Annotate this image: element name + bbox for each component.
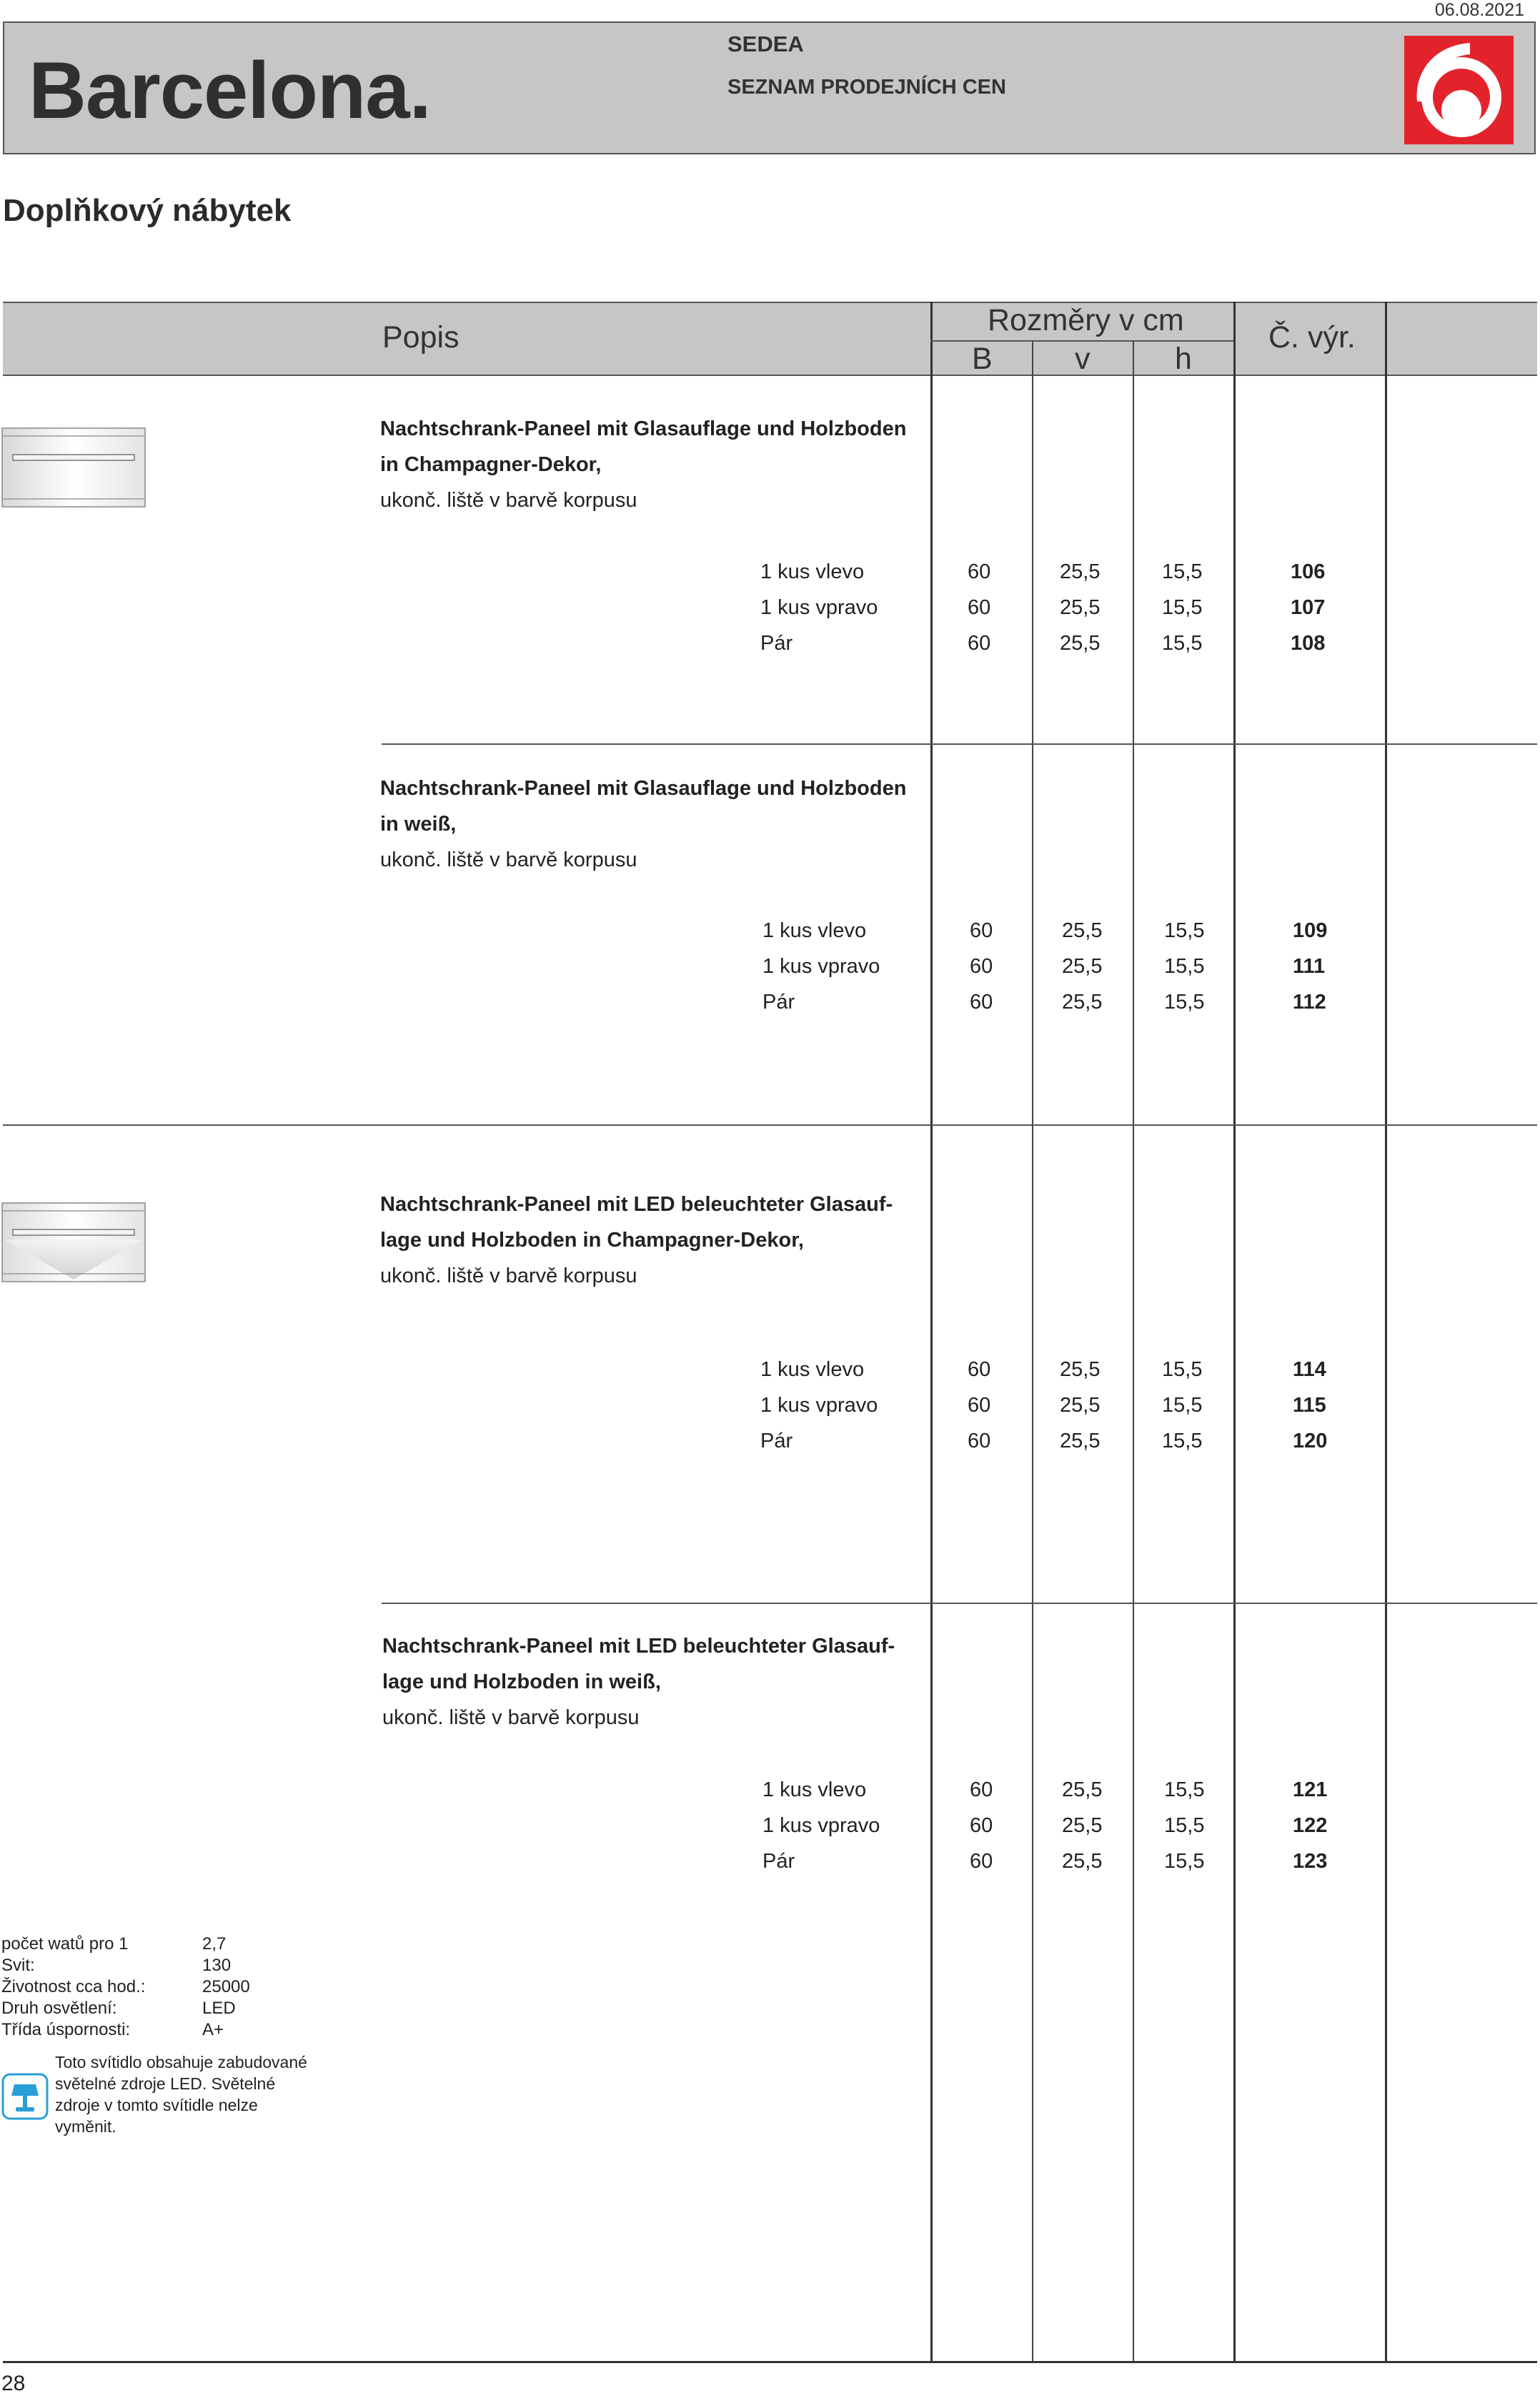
dim-v: 25,5 <box>1060 560 1101 583</box>
led-spec-value: 2,7 <box>202 1934 227 1954</box>
product-title: in Champagner-Dekor, <box>380 453 602 476</box>
lamp-icon <box>1 2073 49 2120</box>
led-spec-label: Životnost cca hod.: <box>1 1977 146 1996</box>
column-divider <box>1133 340 1134 2362</box>
dim-b: 60 <box>968 632 991 655</box>
dim-h: 15,5 <box>1162 1358 1203 1381</box>
product-title: lage und Holzboden in weiß, <box>382 1670 661 1693</box>
led-spec-value: 25000 <box>202 1977 250 1996</box>
product-subtitle: ukonč. liště v barvě korpusu <box>380 848 637 871</box>
variant-label: Pár <box>760 632 793 655</box>
supplier-name: SEDEA <box>727 31 804 56</box>
dim-v: 25,5 <box>1062 991 1103 1014</box>
column-divider <box>930 302 933 2362</box>
article-number: 107 <box>1291 596 1326 619</box>
dim-b: 60 <box>970 1814 993 1837</box>
dim-b: 60 <box>970 1850 993 1873</box>
variant-label: 1 kus vpravo <box>762 1814 880 1837</box>
panel-thumbnail <box>1 427 146 508</box>
led-spec-value: A+ <box>202 2020 224 2039</box>
dim-b: 60 <box>968 1394 991 1417</box>
variant-label: 1 kus vlevo <box>762 1778 867 1801</box>
section-title: Doplňkový nábytek <box>3 193 292 228</box>
led-note-line: zdroje v tomto svítidle nelze <box>55 2096 258 2114</box>
column-divider <box>1233 302 1236 2362</box>
dim-v: 25,5 <box>1062 919 1103 942</box>
article-number: 120 <box>1293 1430 1328 1452</box>
col-header-rozmery: Rozměry v cm <box>988 303 1184 337</box>
dim-b: 60 <box>970 1778 993 1801</box>
col-header-popis: Popis <box>382 320 459 355</box>
product-title: Nachtschrank-Paneel mit Glasauflage und Holzboden <box>380 777 907 800</box>
print-date: 06.08.2021 <box>1434 0 1524 20</box>
article-number: 114 <box>1293 1358 1326 1381</box>
product-subtitle: ukonč. liště v barvě korpusu <box>380 1264 637 1287</box>
dim-h: 15,5 <box>1162 1394 1203 1417</box>
dim-h: 15,5 <box>1164 1814 1205 1837</box>
dim-b: 60 <box>970 991 993 1014</box>
product-title: Nachtschrank-Paneel mit Glasauflage und Holzboden <box>380 417 907 440</box>
article-number: 123 <box>1293 1850 1328 1873</box>
product-subtitle: ukonč. liště v barvě korpusu <box>382 1706 640 1729</box>
column-divider <box>1385 302 1387 2362</box>
led-spec-label: Druh osvětlení: <box>1 1999 117 2018</box>
variant-label: 1 kus vpravo <box>762 955 880 978</box>
led-spec-label: Třída úspornosti: <box>1 2020 131 2039</box>
dim-h: 15,5 <box>1164 1850 1205 1873</box>
product-description <box>380 1187 893 1294</box>
row-separator <box>3 1124 1537 1126</box>
page-number: 28 <box>1 2372 26 2395</box>
dim-v: 25,5 <box>1060 1394 1101 1417</box>
dim-b: 60 <box>968 596 991 619</box>
led-spec-label: Svit: <box>1 1956 35 1975</box>
document-type: SEZNAM PRODEJNÍCH CEN <box>727 76 1006 99</box>
column-divider <box>1032 340 1033 2362</box>
dim-v: 25,5 <box>1060 632 1101 655</box>
row-separator <box>382 743 1537 745</box>
dim-h: 15,5 <box>1164 1778 1205 1801</box>
article-number: 109 <box>1293 919 1328 942</box>
dim-h: 15,5 <box>1162 632 1203 655</box>
article-number: 111 <box>1293 955 1326 978</box>
dim-v: 25,5 <box>1062 1778 1103 1801</box>
dim-b: 60 <box>970 919 993 942</box>
dim-v: 25,5 <box>1060 1430 1101 1452</box>
product-title: in weiß, <box>380 813 457 836</box>
variant-label: 1 kus vlevo <box>760 560 865 583</box>
dim-v: 25,5 <box>1060 596 1101 619</box>
variant-label: 1 kus vpravo <box>760 596 878 619</box>
brand-name: Barcelona. <box>29 46 431 135</box>
product-title: Nachtschrank-Paneel mit LED beleuchteter Glasauf- <box>382 1635 895 1658</box>
sedea-logo-icon <box>1404 36 1514 144</box>
dim-b: 60 <box>968 1358 991 1381</box>
dim-v: 25,5 <box>1062 1850 1103 1873</box>
dim-h: 15,5 <box>1164 955 1205 978</box>
led-panel-thumbnail <box>1 1202 146 1282</box>
led-spec-label: počet watů pro 1 <box>1 1934 129 1954</box>
product-description <box>380 411 906 518</box>
dim-b: 60 <box>968 1430 991 1452</box>
dim-h: 15,5 <box>1162 560 1203 583</box>
dim-h: 15,5 <box>1162 596 1203 619</box>
article-number: 122 <box>1293 1814 1328 1837</box>
subheader-line <box>930 340 1233 342</box>
dim-b: 60 <box>968 560 991 583</box>
dim-v: 25,5 <box>1062 955 1103 978</box>
dim-b: 60 <box>970 955 993 978</box>
led-note-line: vyměnit. <box>55 2117 116 2136</box>
led-spec-value: LED <box>202 1999 236 2018</box>
dim-h: 15,5 <box>1162 1430 1203 1452</box>
article-number: 115 <box>1293 1394 1326 1417</box>
table-bottom-line <box>3 2361 1537 2363</box>
article-number: 121 <box>1293 1778 1328 1801</box>
article-number: 112 <box>1293 991 1326 1014</box>
led-note-line: světelné zdroje LED. Světelné <box>55 2074 276 2093</box>
row-separator <box>382 1603 1537 1604</box>
variant-label: 1 kus vlevo <box>760 1358 865 1381</box>
variant-label: 1 kus vpravo <box>760 1394 878 1417</box>
dim-v: 25,5 <box>1062 1814 1103 1837</box>
variant-label: 1 kus vlevo <box>762 919 867 942</box>
col-header-h: h <box>1175 342 1192 376</box>
product-title: lage und Holzboden in Champagner-Dekor, <box>380 1229 804 1252</box>
dim-h: 15,5 <box>1164 991 1205 1014</box>
product-description <box>382 1628 895 1736</box>
article-number: 108 <box>1291 632 1326 655</box>
led-note-line: Toto svítidlo obsahuje zabudované <box>55 2053 307 2071</box>
product-description <box>380 771 906 878</box>
dim-h: 15,5 <box>1164 919 1205 942</box>
dim-v: 25,5 <box>1060 1358 1101 1381</box>
variant-label: Pár <box>762 1850 795 1873</box>
col-header-b: B <box>972 342 993 376</box>
variant-label: Pár <box>760 1430 793 1452</box>
product-title: Nachtschrank-Paneel mit LED beleuchteter Glasauf- <box>380 1193 893 1216</box>
col-header-v: v <box>1075 342 1091 376</box>
article-number: 106 <box>1291 560 1326 583</box>
col-header-cislo: Č. výr. <box>1268 320 1356 355</box>
led-note <box>55 2051 327 2137</box>
product-subtitle: ukonč. liště v barvě korpusu <box>380 489 637 512</box>
variant-label: Pár <box>762 991 795 1014</box>
led-spec-value: 130 <box>202 1956 232 1975</box>
